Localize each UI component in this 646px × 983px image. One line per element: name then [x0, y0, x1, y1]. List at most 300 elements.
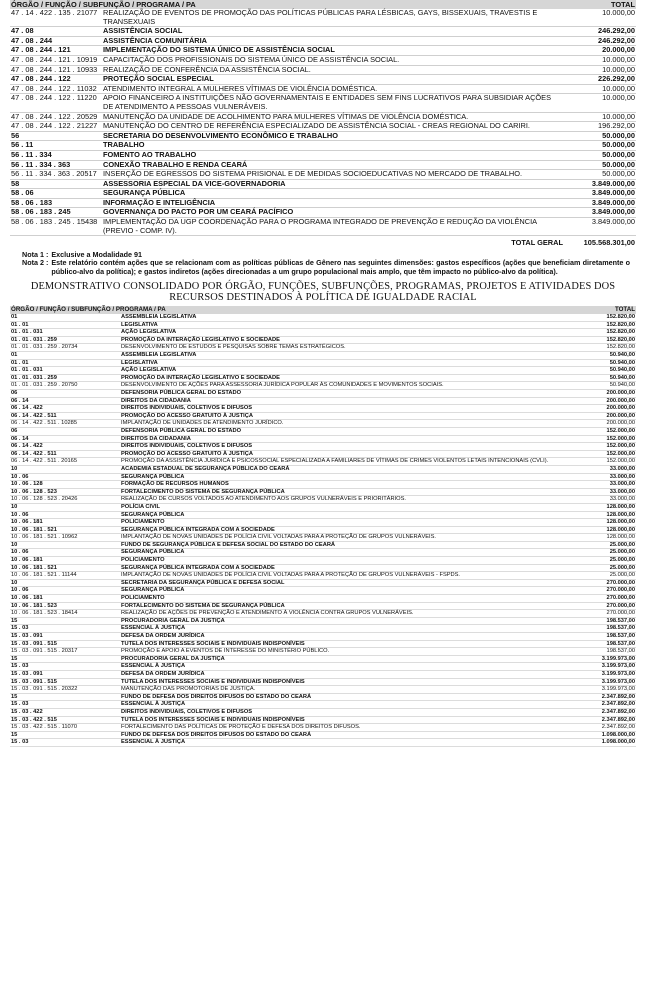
row-description: REALIZAÇÃO DE CONFERÊNCIA DA ASSISTÊNCIA SOCIAL. [103, 64, 311, 74]
row-description: IMPLEMENTAÇÃO DA UGP COORDENAÇÃO PARA O PROGRAMA INTEGRADO DE PREVENÇÃO E REDUÇÃO DA VIOLÊNCIA (PREVIO - COMP. IV). [103, 217, 537, 235]
row-description: MANUTENÇÃO DO CENTRO DE REFERÊNCIA ESPECIALIZADO DE ASSISTÊNCIA SOCIAL - CREAS REGIONAL DO CARIRI. [103, 121, 530, 131]
row-value: 152.820,00 [606, 336, 635, 343]
row-description: DIREITOS INDIVIDUAIS, COLETIVOS E DIFUSOS [121, 708, 253, 715]
row-value: 10.000,00 [602, 54, 635, 64]
row-value: 128.000,00 [606, 526, 635, 533]
row-description: PROMOÇÃO DA INTERAÇÃO LEGISLATIVO E SOCIEDADE [121, 336, 280, 343]
row-code: 47 . 08 . 244 . 122 . 11220 [11, 93, 97, 103]
total-value: 105.568.301,00 [583, 238, 635, 248]
row-description: ESSENCIAL À JUSTIÇA [121, 739, 186, 746]
row-value: 152.820,00 [606, 344, 635, 351]
row-description: DIREITOS INDIVIDUAIS, COLETIVOS E DIFUSOS [121, 443, 253, 450]
row-description: CAPACITAÇÃO DOS PROFISSIONAIS DO SISTEMA ÚNICO DE ASSISTÊNCIA SOCIAL. [103, 54, 400, 64]
row-code: 10 . 06 . 128 . 523 [11, 488, 57, 495]
row-code: 56 . 11 [11, 140, 34, 150]
row-value: 152.000,00 [606, 443, 635, 450]
table-row [10, 314, 636, 321]
table-row [10, 382, 636, 390]
row-description: ASSISTÊNCIA COMUNITÁRIA [103, 35, 208, 45]
gender-policy-table [10, 0, 636, 248]
row-description: PROMOÇÃO DA ASSISTÊNCIA JURÍDICA E PSICOSSOCIAL ESPECIALIZADA A FAMILIARES DE VÍTIMAS DE CRIMES VIOLENTOS LETAIS INTENCIONAIS (CVLI). [121, 458, 549, 465]
section-title: DEMONSTRATIVO CONSOLIDADO POR ÓRGÃO, FUNÇÕES, SUBFUNÇÕES, PROGRAMAS, PROJETOS E ATIVIDADES DOS RECURSOS DESTINADOS À POLÍTICA DE IGUALDADE RACIAL [30, 281, 616, 304]
row-code: 47 . 08 . 244 . 122 . 21227 [11, 121, 98, 131]
row-value: 198.537,00 [606, 648, 635, 655]
row-value: 2.347.892,00 [601, 693, 635, 700]
table-row [10, 344, 636, 352]
row-code: 10 . 06 . 181 . 521 . 10962 [11, 534, 78, 541]
row-code: 15 . 03 . 422 . 515 [11, 716, 57, 723]
row-description: PROMOÇÃO DA INTERAÇÃO LEGISLATIVO E SOCIEDADE [121, 374, 280, 381]
row-value: 2.347.892,00 [601, 724, 635, 731]
row-code: 58 . 06 [11, 188, 34, 198]
row-description: ASSESSORIA ESPECIAL DA VICE-GOVERNADORIA [103, 178, 286, 188]
row-description: IMPLANTAÇÃO DE NOVAS UNIDADES DE POLÍCIA CIVIL VOLTADAS PARA A PROTEÇÃO DE GRUPOS VULNERÁVEIS - FSPDS. [121, 572, 461, 579]
row-code: 01 . 01 . 031 . 259 [11, 336, 57, 343]
table-row [10, 359, 636, 367]
row-code: 06 . 14 . 422 [11, 405, 43, 412]
row-description: ASSISTÊNCIA SOCIAL [103, 26, 183, 36]
row-value: 50.000,00 [602, 140, 635, 150]
row-code: 06 . 14 . 422 . 511 . 20165 [11, 458, 77, 465]
row-description: IMPLEMENTAÇÃO DO SISTEMA ÚNICO DE ASSISTÊNCIA SOCIAL [103, 45, 335, 55]
row-value: 270.000,00 [606, 610, 635, 617]
row-code: 47 . 08 . 244 . 122 . 11032 [11, 83, 97, 93]
row-code: 06 . 14 . 422 . 511 [11, 450, 57, 457]
header-code-col: ÓRGÃO / FUNÇÃO / SUBFUNÇÃO / PROGRAMA / PA [10, 306, 564, 314]
row-value: 3.199.973,00 [601, 663, 635, 670]
table-row [10, 427, 636, 435]
row-code: 10 . 06 . 181 . 521 [11, 526, 57, 533]
table-row [10, 693, 636, 701]
row-code: 10 . 06 . 181 . 523 [11, 602, 57, 609]
row-code: 56 [11, 130, 20, 140]
table-row [10, 739, 636, 747]
row-value: 128.000,00 [606, 534, 635, 541]
row-value: 152.820,00 [606, 321, 635, 328]
table-row [10, 496, 636, 504]
table-row [10, 610, 636, 618]
row-description: PROCURADORIA GERAL DA JUSTIÇA [121, 655, 225, 662]
note-2-label: Nota 2 : [22, 258, 49, 268]
row-value: 50.940,00 [609, 374, 635, 381]
row-description: SEGURANÇA PÚBLICA [103, 188, 186, 198]
table-row [10, 731, 636, 739]
row-code: 01 . 01 . 031 . 259 . 20734 [11, 344, 78, 351]
row-description: IMPLANTAÇÃO DE NOVAS UNIDADES DE POLÍCIA CIVIL VOLTADAS PARA A PROTEÇÃO DE GRUPOS VULNERÁVEIS. [121, 534, 436, 541]
row-description: DIREITOS INDIVIDUAIS, COLETIVOS E DIFUSOS [121, 405, 253, 412]
row-description: ATENDIMENTO INTEGRAL A MULHERES VÍTIMAS DE VIOLÊNCIA DOMÉSTICA. [103, 83, 378, 93]
row-value: 152.000,00 [606, 450, 635, 457]
row-code: 56 . 11 . 334 . 363 . 20517 [11, 169, 97, 179]
table-row [10, 587, 636, 595]
row-description: DIREITOS DA CIDADANIA [121, 435, 191, 442]
row-description: LEGISLATIVA [121, 359, 158, 366]
row-value: 20.000,00 [602, 45, 635, 55]
table-row [10, 655, 636, 663]
row-description: FORTALECIMENTO DAS POLÍTICAS DE PROTEÇÃO E DEFESA DOS DIREITOS DIFUSOS. [121, 724, 361, 731]
table-row [10, 716, 636, 724]
row-description: GOVERNANÇA DO PACTO POR UM CEARÁ PACÍFICO [103, 207, 294, 217]
row-code: 01 . 01 . 031 [11, 367, 43, 374]
row-value: 50.940,00 [609, 382, 635, 389]
table-row [10, 405, 636, 413]
row-value: 128.000,00 [606, 511, 635, 518]
row-code: 15 . 03 . 091 . 515 [11, 678, 57, 685]
row-description: ASSEMBLEIA LEGISLATIVA [121, 314, 197, 321]
header-total-col: TOTAL [564, 306, 636, 314]
table-row [10, 189, 636, 199]
row-description: PROTEÇÃO SOCIAL ESPECIAL [103, 74, 214, 84]
table-row [10, 488, 636, 496]
table-row [10, 701, 636, 709]
row-description: PROMOÇÃO E APOIO A EVENTOS DE INTERESSE DO MINISTÉRIO PÚBLICO. [121, 648, 330, 655]
row-code: 58 . 06 . 183 [11, 197, 53, 207]
table-row [10, 481, 636, 489]
row-value: 10.000,00 [602, 83, 635, 93]
table-row [10, 352, 636, 360]
row-description: DIREITOS DA CIDADANIA [121, 397, 191, 404]
row-description: SEGURANÇA PÚBLICA [121, 587, 185, 594]
row-code: 58 . 06 . 183 . 245 [11, 207, 71, 217]
row-value: 3.199.973,00 [601, 670, 635, 677]
row-description: TRABALHO [103, 140, 145, 150]
row-description: ESSENCIAL À JUSTIÇA [121, 663, 186, 670]
row-value: 270.000,00 [606, 587, 635, 594]
row-code: 15 [11, 655, 18, 662]
table-row [10, 473, 636, 481]
row-code: 15 . 03 . 422 . 515 . 11070 [11, 724, 77, 731]
row-value: 2.347.892,00 [601, 716, 635, 723]
row-description: ACADEMIA ESTADUAL DE SEGURANÇA PÚBLICA DO CEARÁ [121, 465, 290, 472]
row-value: 50.000,00 [602, 169, 635, 179]
row-description: DESENVOLVIMENTO DE ESTUDOS E PESQUISAS SOBRE TEMAS ESTRATÉGICOS. [121, 344, 346, 351]
row-value: 198.537,00 [606, 633, 635, 639]
row-description: AÇÃO LEGISLATIVA [121, 367, 177, 374]
row-code: 06 . 14 . 422 . 511 . 10285 [11, 420, 77, 427]
row-value: 270.000,00 [606, 579, 635, 586]
row-description: POLICIAMENTO [121, 519, 165, 526]
row-description: TUTELA DOS INTERESSES SOCIAIS E INDIVIDUAIS INDISPONÍVEIS [121, 716, 305, 723]
table-row [10, 27, 636, 37]
row-description: LEGISLATIVA [121, 321, 158, 328]
row-value: 3.849.000,00 [591, 188, 635, 198]
table-row [10, 458, 636, 466]
row-description: DEFENSORIA PÚBLICA GERAL DO ESTADO [121, 390, 242, 396]
table-body [10, 9, 636, 236]
row-code: 47 . 08 . 244 . 121 . 10919 [11, 54, 98, 64]
row-value: 3.849.000,00 [591, 207, 635, 217]
row-description: FORMAÇÃO DE RECURSOS HUMANOS [121, 481, 229, 488]
row-description: FORTALECIMENTO DO SISTEMA DE SEGURANÇA PÚBLICA [121, 488, 285, 495]
row-description: SEGURANÇA PÚBLICA [121, 473, 185, 480]
table-row [10, 572, 636, 580]
row-description: ESSENCIAL À JUSTIÇA [121, 625, 186, 632]
row-code: 01 . 01 [11, 359, 29, 366]
row-code: 01 [11, 314, 18, 321]
row-value: 33.000,00 [609, 465, 635, 472]
table-row [10, 170, 636, 180]
table-row [10, 390, 636, 398]
note-1-label: Nota 1 : [22, 249, 49, 259]
row-description: CONEXÃO TRABALHO E RENDA CEARÁ [103, 159, 248, 169]
table-body [10, 314, 636, 746]
table-row [10, 678, 636, 686]
row-code: 15 . 03 . 422 [11, 708, 43, 715]
row-value: 10.000,00 [602, 111, 635, 121]
row-description: APOIO FINANCEIRO A INSTITUIÇÕES NÃO GOVERNAMENTAIS E ENTIDADES SEM FINS LUCRATIVOS PARA SUBSIDIAR AÇÕES DE ATENDIMENTO A PESSOAS VULNERÁVEIS. [103, 93, 552, 111]
table-row [10, 663, 636, 671]
header-code-col: ÓRGÃO / FUNÇÃO / SUBFUNÇÃO / PROGRAMA / PA [10, 0, 564, 9]
table-row [10, 617, 636, 625]
row-code: 47 . 08 . 244 . 121 . 10933 [11, 64, 98, 74]
row-code: 58 . 06 . 183 . 245 . 15438 [11, 217, 98, 227]
row-description: FUNDO DE SEGURANÇA PÚBLICA E DEFESA SOCIAL DO ESTADO DO CEARÁ [121, 541, 336, 548]
table-row [10, 534, 636, 542]
row-value: 50.940,00 [609, 367, 635, 374]
table-row [10, 708, 636, 716]
row-value: 128.000,00 [606, 503, 635, 510]
row-code: 01 . 01 [11, 321, 29, 328]
row-code: 15 . 03 . 091 . 515 . 20317 [11, 648, 78, 655]
row-description: TUTELA DOS INTERESSES SOCIAIS E INDIVIDUAIS INDISPONÍVEIS [121, 678, 305, 685]
row-description: REALIZAÇÃO DE EVENTOS DE PROMOÇÃO DAS POLÍTICAS PÚBLICAS PARA LÉSBICAS, GAYS, BISSEXUAIS, TRAVESTIS E TRANSEXUAIS [103, 8, 538, 26]
note-2 [22, 259, 630, 276]
row-value: 152.820,00 [606, 314, 635, 321]
row-description: IMPLANTAÇÃO DE UNIDADES DE ATENDIMENTO JURÍDICO. [121, 420, 284, 427]
row-code: 56 . 11 . 334 . 363 [11, 159, 71, 169]
row-description: SEGURANÇA PÚBLICA [121, 511, 185, 518]
table-header [10, 306, 636, 314]
table-row [10, 557, 636, 565]
row-value: 33.000,00 [609, 496, 635, 503]
row-description: AÇÃO LEGISLATIVA [121, 329, 177, 336]
row-code: 10 [11, 503, 18, 510]
row-code: 06 . 14 . 422 . 511 [11, 412, 57, 419]
row-description: PROCURADORIA GERAL DA JUSTIÇA [121, 617, 225, 624]
row-code: 15 . 03 . 091 [11, 633, 43, 639]
table-row [10, 450, 636, 458]
row-value: 3.849.000,00 [591, 197, 635, 207]
row-description: POLICIAMENTO [121, 557, 165, 564]
row-value: 200.000,00 [606, 405, 635, 412]
table-row [10, 519, 636, 527]
row-value: 246.292,00 [598, 35, 635, 45]
row-value: 270.000,00 [606, 602, 635, 609]
row-code: 10 . 06 . 181 [11, 519, 43, 526]
note-2-text: Este relatório contém ações que se relacionam com as políticas públicas de Gênero nas seguintes dimensões: gastos específicos (ações que beneficiam diretamente o público-alvo da política); e gastos indiretos (ações direcionadas a um grupo populacional mais amplo, que têm impacto no público-alvo da política). [51, 258, 630, 276]
total-label: TOTAL GERAL [511, 238, 563, 248]
row-description: POLICIAMENTO [121, 595, 165, 602]
table-row [10, 670, 636, 678]
row-description: FORTALECIMENTO DO SISTEMA DE SEGURANÇA PÚBLICA [121, 602, 285, 609]
row-code: 10 . 06 . 181 [11, 557, 43, 564]
table-row [10, 541, 636, 549]
row-code: 10 [11, 541, 18, 548]
row-code: 15 . 03 [11, 625, 29, 632]
row-code: 01 [11, 352, 18, 359]
row-code: 47 . 08 . 244 . 121 [11, 45, 71, 55]
table-row [10, 412, 636, 420]
row-code: 15 . 03 [11, 739, 29, 746]
table-row [10, 122, 636, 132]
row-description: DEFESA DA ORDEM JURÍDICA [121, 670, 205, 677]
row-description: POLÍCIA CIVIL [121, 503, 160, 510]
table-row [10, 150, 636, 160]
table-row [10, 443, 636, 451]
row-description: DEFENSORIA PÚBLICA GERAL DO ESTADO [121, 427, 242, 434]
row-value: 152.820,00 [606, 329, 635, 336]
table-row [10, 465, 636, 473]
table-row [10, 9, 636, 27]
table-row [10, 367, 636, 375]
row-code: 56 . 11 . 334 [11, 149, 52, 159]
row-description: FOMENTO AO TRABALHO [103, 149, 197, 159]
row-description: MANUTENÇÃO DA UNIDADE DE ACOLHIMENTO PARA MULHERES VÍTIMAS DE VIOLÊNCIA DOMÉSTICA. [103, 111, 469, 121]
row-code: 15 . 03 . 091 [11, 670, 43, 677]
row-value: 3.199.973,00 [601, 678, 635, 685]
table-row [10, 336, 636, 344]
row-value: 10.000,00 [602, 64, 635, 74]
table-row [10, 321, 636, 329]
row-code: 06 [11, 427, 18, 434]
row-code: 10 . 06 . 181 . 521 . 11144 [11, 572, 77, 579]
row-code: 15 . 03 . 091 . 515 [11, 640, 57, 647]
total-row [10, 236, 636, 248]
row-description: FUNDO DE DEFESA DOS DIREITOS DIFUSOS DO ESTADO DO CEARÁ [121, 693, 312, 700]
row-code: 10 . 06 [11, 587, 29, 594]
row-value: 50.940,00 [609, 359, 635, 366]
row-code: 06 [11, 390, 18, 396]
row-description: ESSENCIAL À JUSTIÇA [121, 701, 186, 708]
row-description: SEGURANÇA PÚBLICA [121, 549, 185, 556]
row-code: 10 . 06 . 128 . 523 . 20426 [11, 496, 78, 503]
row-description: SECRETARIA DO DESENVOLVIMENTO ECONÔMICO E TRABALHO [103, 130, 339, 140]
row-value: 33.000,00 [609, 488, 635, 495]
row-code: 10 . 06 . 181 [11, 595, 43, 602]
row-code: 15 [11, 617, 18, 624]
row-code: 10 . 06 [11, 549, 29, 556]
row-description: INFORMAÇÃO E INTELIGÊNCIA [103, 197, 216, 207]
table-row [10, 435, 636, 443]
row-code: 06 . 14 [11, 435, 29, 442]
table-row [10, 549, 636, 557]
row-description: INSERÇÃO DE EGRESSOS DO SISTEMA PRISIONAL E DE MEDIDAS SOCIOEDUCATIVAS NO MERCADO DE TRABALHO. [103, 169, 523, 179]
row-code: 10 . 06 [11, 473, 29, 480]
row-value: 200.000,00 [606, 390, 635, 396]
row-code: 15 . 03 . 091 . 515 . 20322 [11, 686, 78, 693]
row-value: 10.000,00 [602, 8, 635, 17]
table-row [10, 724, 636, 732]
row-code: 15 . 03 [11, 663, 29, 670]
row-value: 50.000,00 [602, 130, 635, 140]
row-description: TUTELA DOS INTERESSES SOCIAIS E INDIVIDUAIS INDISPONÍVEIS [121, 640, 305, 647]
table-row [10, 579, 636, 587]
table-row [10, 218, 636, 236]
row-value: 152.000,00 [606, 427, 635, 434]
row-code: 10 . 06 . 128 [11, 481, 43, 488]
row-value: 3.849.000,00 [591, 217, 635, 227]
row-value: 246.292,00 [598, 26, 635, 36]
row-code: 47 . 08 [11, 26, 34, 36]
row-description: SEGURANÇA PÚBLICA INTEGRADA COM A SOCIEDADE [121, 526, 275, 533]
row-value: 226.292,00 [598, 74, 635, 84]
row-value: 50.000,00 [602, 159, 635, 169]
table-row [10, 640, 636, 648]
row-value: 200.000,00 [606, 412, 635, 419]
table-row [10, 329, 636, 337]
table-row [10, 503, 636, 511]
table-row [10, 397, 636, 405]
row-value: 198.537,00 [606, 640, 635, 647]
row-value: 200.000,00 [606, 397, 635, 404]
row-value: 200.000,00 [606, 420, 635, 427]
row-code: 10 [11, 579, 18, 586]
racial-equality-table [10, 306, 636, 747]
row-description: DESENVOLVIMENTO DE AÇÕES PARA ASSESSORIA JURÍDICA POPULAR ÀS COMUNIDADES E MOVIMENTOS SOCIAIS. [121, 382, 444, 389]
row-value: 3.849.000,00 [591, 178, 635, 188]
row-value: 25.000,00 [609, 541, 635, 548]
row-description: DEFESA DA ORDEM JURÍDICA [121, 633, 205, 639]
table-row [10, 420, 636, 428]
row-value: 196.292,00 [598, 121, 635, 131]
row-code: 15 [11, 693, 18, 700]
row-description: PROMOÇÃO DO ACESSO GRATUITO À JUSTIÇA [121, 450, 253, 457]
row-description: ASSEMBLEIA LEGISLATIVA [121, 352, 197, 359]
row-code: 47 . 14 . 422 . 135 . 21077 [11, 8, 98, 17]
row-value: 2.347.892,00 [601, 701, 635, 708]
row-code: 01 . 01 . 031 [11, 329, 43, 336]
row-value: 25.000,00 [609, 572, 635, 579]
row-code: 47 . 08 . 244 . 122 [11, 74, 71, 84]
row-value: 50.000,00 [602, 149, 635, 159]
row-value: 1.098.000,00 [601, 739, 635, 746]
row-value: 270.000,00 [606, 595, 635, 602]
row-code: 10 [11, 465, 18, 472]
row-code: 06 . 14 . 422 [11, 443, 43, 450]
row-value: 25.000,00 [609, 557, 635, 564]
row-value: 2.347.892,00 [601, 708, 635, 715]
row-description: MANUTENÇÃO DAS PROMOTORIAS DE JUSTIÇA. [121, 686, 256, 693]
header-total-col: TOTAL [564, 0, 636, 9]
row-value: 198.537,00 [606, 617, 635, 624]
row-code: 01 . 01 . 031 . 259 . 20750 [11, 382, 78, 389]
row-value: 33.000,00 [609, 473, 635, 480]
table-row [10, 633, 636, 641]
row-value: 33.000,00 [609, 481, 635, 488]
table-row [10, 595, 636, 603]
row-value: 25.000,00 [609, 549, 635, 556]
row-code: 10 . 06 [11, 511, 29, 518]
row-code: 15 [11, 731, 18, 738]
table-row [10, 75, 636, 85]
row-code: 06 . 14 [11, 397, 29, 404]
row-description: SECRETARIA DA SEGURANÇA PÚBLICA E DEFESA SOCIAL [121, 579, 285, 586]
row-description: REALIZAÇÃO DE AÇÕES DE PREVENÇÃO E ATENDIMENTO À VIOLÊNCIA CONTRA GRUPOS VULNERÁVEIS. [121, 610, 414, 617]
row-code: 47 . 08 . 244 [11, 35, 53, 45]
table-row [10, 625, 636, 633]
table-row [10, 94, 636, 112]
table-row [10, 686, 636, 694]
row-code: 10 . 06 . 181 . 521 [11, 564, 57, 571]
row-value: 10.000,00 [602, 93, 635, 103]
table-row [10, 374, 636, 382]
table-row [10, 602, 636, 610]
row-description: REALIZAÇÃO DE CURSOS VOLTADOS AO ATENDIMENTO AOS GRUPOS VULNERÁVEIS E PRIORITÁRIOS. [121, 496, 406, 503]
table-row [10, 511, 636, 519]
row-value: 3.199.973,00 [601, 686, 635, 693]
row-value: 198.537,00 [606, 625, 635, 632]
row-value: 50.940,00 [609, 352, 635, 359]
